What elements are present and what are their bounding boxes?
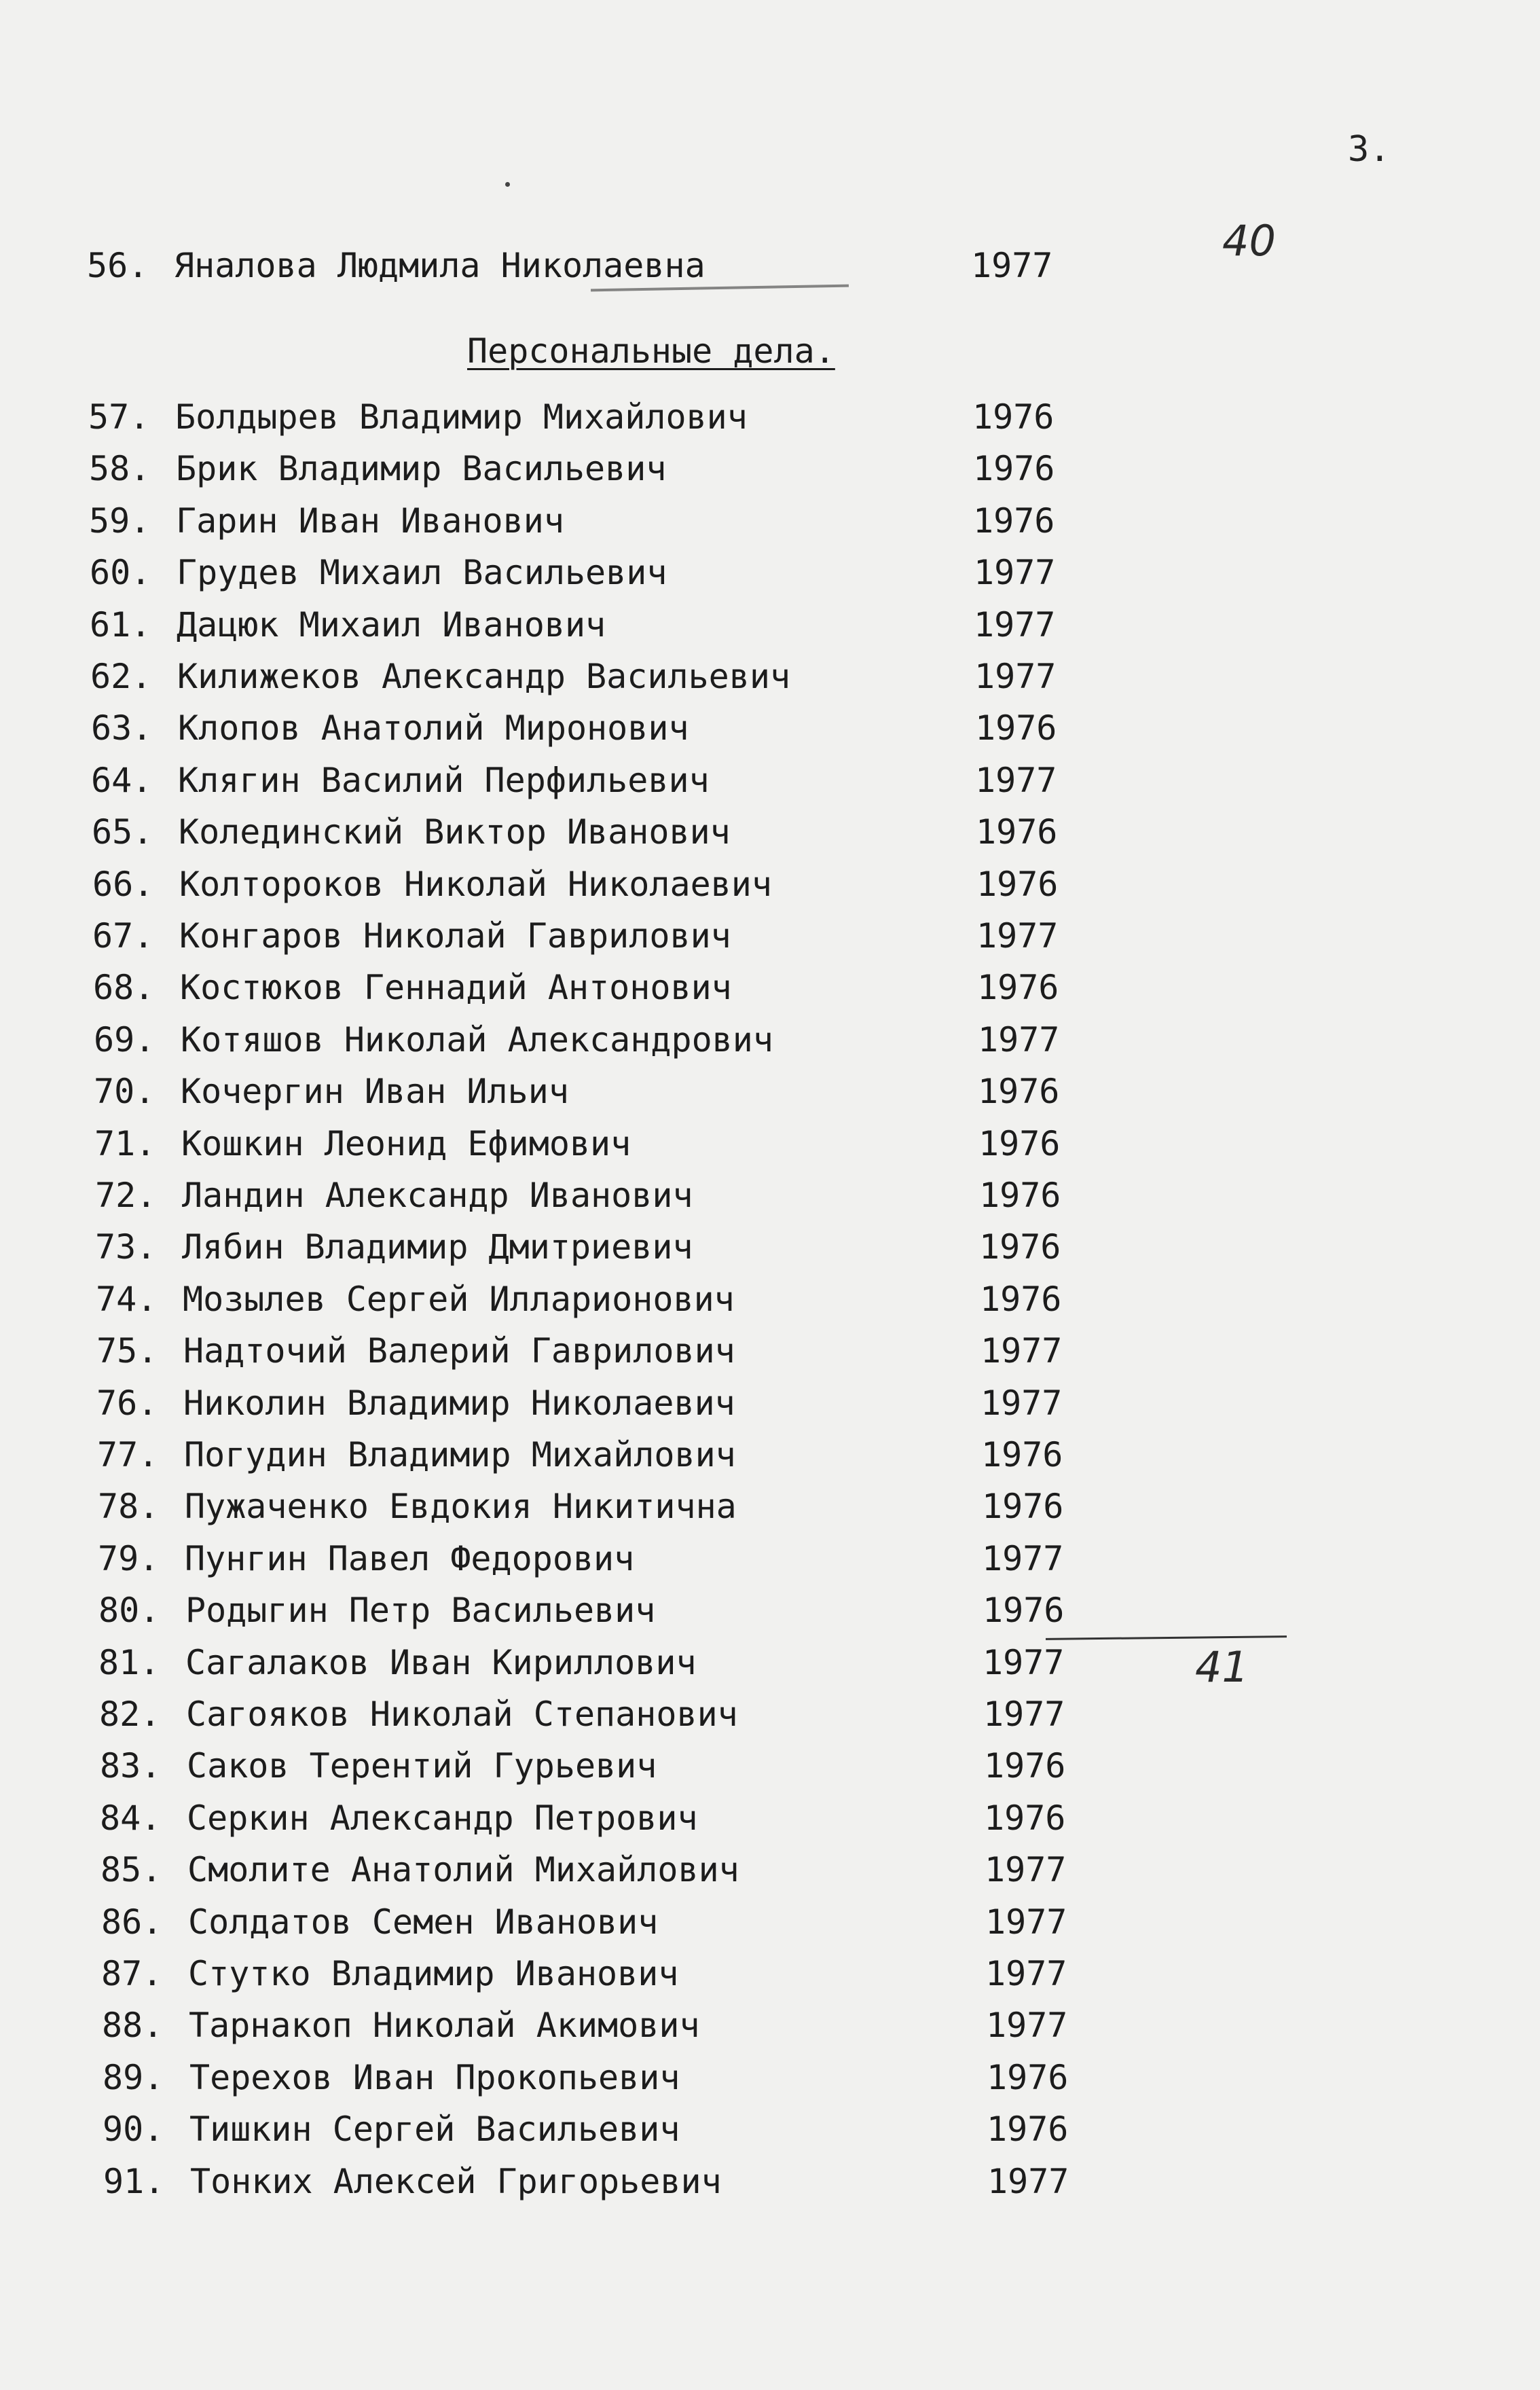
entry-number: 59.	[89, 501, 151, 541]
entry-name: Саков Терентий Гурьевич	[187, 1746, 657, 1786]
entry-number: 57.	[88, 397, 150, 437]
entry-year: 1977	[986, 2006, 1068, 2046]
entry-year: 1977	[974, 657, 1057, 696]
ink-dot	[505, 182, 510, 187]
page-number: 3.	[1348, 129, 1391, 170]
entry-year: 1976	[983, 1591, 1065, 1631]
entry-year: 1977	[987, 2161, 1069, 2201]
entry-number: 77.	[97, 1435, 159, 1474]
entry-year: 1977	[976, 916, 1059, 956]
entry-number: 72.	[95, 1176, 157, 1215]
entry-year: 1976	[987, 2110, 1069, 2150]
entry-name: Дацюк Михаил Иванович	[177, 604, 606, 645]
entry-year: 1977	[983, 1642, 1065, 1682]
entry-name: Болдырев Владимир Михайлович	[175, 397, 748, 437]
entry-number: 78.	[98, 1487, 160, 1527]
entry-name: Серкин Александр Петрович	[187, 1798, 698, 1838]
entry-number: 89.	[103, 2057, 164, 2097]
entry-year: 1976	[975, 708, 1057, 748]
entry-number: 70.	[94, 1072, 155, 1112]
entry-year: 1977	[980, 1331, 1063, 1371]
entry-number: 79.	[98, 1538, 160, 1578]
entry-number: 88.	[102, 2006, 164, 2046]
entry-year: 1976	[976, 864, 1059, 904]
entry-year: 1976	[984, 1798, 1066, 1838]
folio-separator-line	[1046, 1635, 1287, 1640]
entry-name: Лябин Владимир Дмитриевич	[182, 1227, 693, 1267]
entry-number: 74.	[96, 1279, 158, 1319]
entry-number: 73.	[95, 1227, 157, 1267]
entry-name: Грудев Михаил Васильевич	[177, 553, 667, 593]
entry-name: Кочергин Иван Ильич	[181, 1072, 569, 1112]
entry-name: Надточий Валерий Гаврилович	[183, 1331, 735, 1371]
entry-number: 67.	[92, 916, 154, 956]
entry-number: 75.	[96, 1331, 158, 1371]
entry-year: 1977	[982, 1538, 1064, 1578]
entry-year: 1976	[978, 1072, 1060, 1112]
section-heading: Персональные дела.	[467, 331, 835, 371]
entry-year: 1976	[984, 1746, 1066, 1786]
entry-number: 76.	[96, 1383, 158, 1423]
entry-number: 58.	[89, 449, 151, 489]
entry-name: Гарин Иван Иванович	[176, 501, 564, 541]
entry-year: 1976	[987, 2057, 1069, 2097]
entry-name: Яналова Людмила Николаевна	[174, 246, 705, 285]
entry-year: 1976	[972, 397, 1055, 437]
entry-number: 85.	[100, 1850, 162, 1890]
entry-year: 1977	[985, 1902, 1067, 1942]
entry-name: Котяшов Николай Александрович	[181, 1019, 773, 1060]
entry-name: Клопов Анатолий Миронович	[178, 708, 689, 748]
folio-number-top: 40	[1222, 216, 1276, 266]
entry-year: 1976	[980, 1279, 1062, 1319]
entry-number: 71.	[94, 1123, 156, 1163]
entry-name: Солдатов Семен Иванович	[188, 1902, 659, 1942]
entry-year: 1976	[979, 1176, 1061, 1215]
entry-number: 81.	[98, 1642, 160, 1682]
entry-name: Тишкин Сергей Васильевич	[189, 2110, 680, 2150]
entry-name: Николин Владимир Николаевич	[183, 1383, 735, 1423]
entry-number: 83.	[100, 1746, 162, 1786]
entry-name: Костюков Геннадий Антонович	[180, 968, 732, 1008]
entry-number: 68.	[93, 968, 155, 1008]
entry-name: Погудин Владимир Михайлович	[184, 1435, 736, 1474]
entry-name: Килижеков Александр Васильевич	[177, 657, 791, 696]
entry-number: 61.	[90, 604, 151, 645]
strikethrough-mark	[591, 285, 849, 292]
entry-name: Родыгин Петр Васильевич	[185, 1591, 656, 1631]
entry-name: Кошкин Леонид Ефимович	[181, 1123, 631, 1163]
entry-year: 1977	[978, 1019, 1060, 1060]
entry-year: 1976	[982, 1487, 1064, 1527]
entry-number: 87.	[101, 1954, 163, 1993]
entry-year: 1977	[985, 1850, 1067, 1890]
entry-year: 1977	[975, 760, 1057, 800]
entry-name: Ландин Александр Иванович	[182, 1176, 693, 1215]
entry-year: 1976	[979, 1227, 1061, 1267]
entry-number: 56.	[87, 246, 149, 285]
folio-number-bottom: 41	[1195, 1642, 1249, 1692]
entry-name: Колтороков Николай Николаевич	[179, 864, 772, 904]
entry-year: 1976	[977, 968, 1059, 1008]
entry-year: 1976	[981, 1435, 1063, 1474]
entry-year: 1976	[973, 449, 1055, 489]
entry-name: Терехов Иван Прокопьевич	[189, 2057, 680, 2097]
entry-year: 1977	[983, 1695, 1065, 1734]
entry-number: 64.	[91, 760, 153, 800]
entry-name: Колединский Виктор Иванович	[179, 812, 731, 852]
entry-year: 1976	[973, 501, 1055, 541]
entry-name: Пунгин Павел Федорович	[185, 1538, 635, 1578]
entry-number: 66.	[92, 864, 154, 904]
entry-year: 1976	[976, 812, 1058, 852]
entry-name: Брик Владимир Васильевич	[176, 449, 667, 489]
entry-year: 1977	[974, 604, 1056, 645]
entry-year: 1976	[978, 1123, 1061, 1163]
entry-name: Клягин Василий Перфильевич	[178, 760, 710, 800]
entry-number: 69.	[94, 1019, 155, 1060]
entry-number: 65.	[92, 812, 153, 852]
entry-name: Тарнакоп Николай Акимович	[189, 2006, 700, 2046]
entry-year: 1977	[980, 1383, 1063, 1423]
entry-number: 60.	[90, 553, 151, 593]
entry-year: 1977	[971, 246, 1053, 285]
entry-number: 82.	[99, 1695, 161, 1734]
entry-year: 1977	[974, 553, 1056, 593]
entry-year: 1977	[985, 1954, 1067, 1993]
entry-number: 90.	[103, 2110, 164, 2150]
entry-name: Тонких Алексей Григорьевич	[190, 2161, 722, 2201]
entry-name: Сагалаков Иван Кириллович	[185, 1642, 697, 1682]
entry-name: Мозылев Сергей Илларионович	[183, 1279, 735, 1319]
entry-name: Конгаров Николай Гаврилович	[179, 916, 731, 956]
entry-number: 63.	[91, 708, 153, 748]
entry-number: 84.	[100, 1798, 162, 1838]
entry-number: 62.	[90, 657, 152, 696]
entry-name: Пужаченко Евдокия Никитична	[185, 1487, 737, 1527]
entry-name: Сагояков Николай Степанович	[186, 1695, 738, 1734]
entry-name: Смолите Анатолий Михайлович	[187, 1850, 739, 1890]
entry-number: 86.	[101, 1902, 163, 1942]
entry-number: 91.	[103, 2161, 165, 2201]
entry-number: 80.	[98, 1591, 160, 1631]
entry-name: Стутко Владимир Иванович	[188, 1954, 679, 1993]
